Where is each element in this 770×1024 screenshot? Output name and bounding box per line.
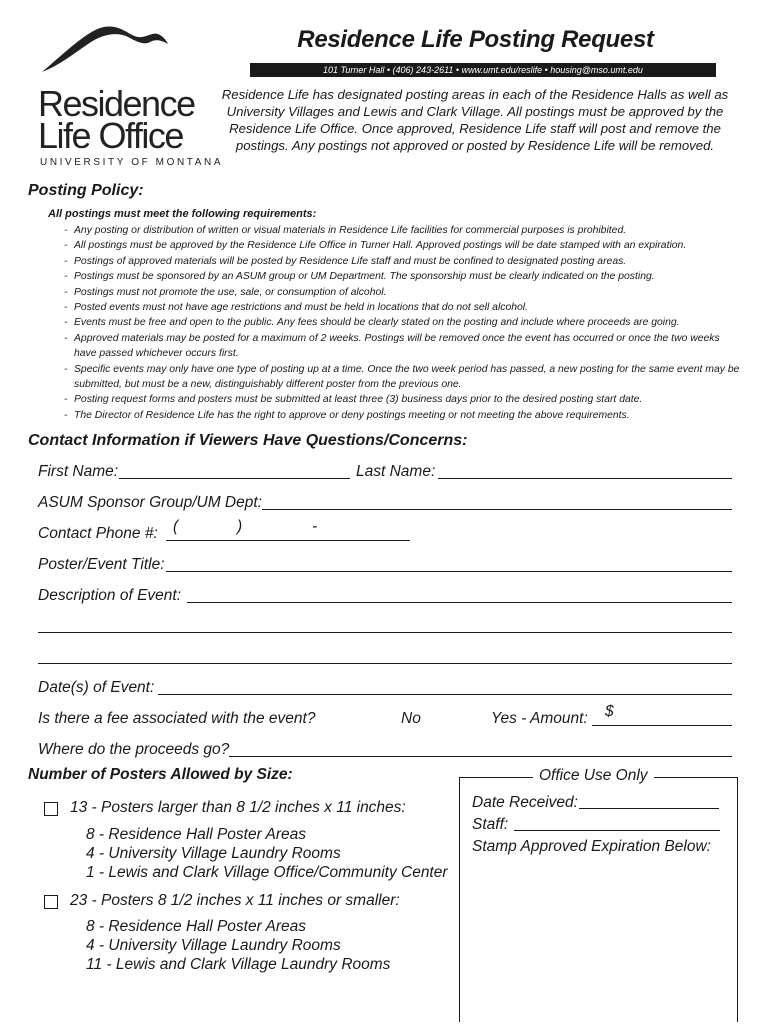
poster-title-field[interactable] <box>166 571 732 572</box>
policy-item: - The Director of Residence Life has the right to approve or deny postings meeting or not meeting the above requirements. <box>64 408 744 423</box>
fee-yes-option[interactable]: Yes - Amount: <box>491 710 588 727</box>
logo-wordmark-line1: Residence <box>38 83 195 124</box>
policy-item: - Posting request forms and posters must be submitted at least three (3) business days prior to the desired posting start date. <box>64 392 744 407</box>
proceeds-label: Where do the proceeds go? <box>38 741 230 758</box>
last-name-label: Last Name: <box>356 463 436 480</box>
policy-item: - Posted events must not have age restrictions and must be held in locations that do not sell alcohol. <box>64 300 744 315</box>
date-received-field[interactable] <box>579 808 719 809</box>
description-field-line3[interactable] <box>38 663 732 664</box>
poster-area-line: 4 - University Village Laundry Rooms <box>86 845 341 862</box>
description-field[interactable] <box>187 602 732 603</box>
policy-list <box>64 223 744 423</box>
first-name-label: First Name: <box>38 463 119 480</box>
poster-area-line: 11 - Lewis and Clark Village Laundry Rooms <box>86 956 391 973</box>
poster-area-line: 1 - Lewis and Clark Village Office/Community Center <box>86 864 448 881</box>
date-received-label: Date Received: <box>472 794 578 811</box>
checkbox-icon[interactable] <box>44 895 58 909</box>
last-name-field[interactable] <box>438 478 732 479</box>
policy-item: - Postings must not promote the use, sale, or consumption of alcohol. <box>64 285 744 300</box>
poster-area-line: 8 - Residence Hall Poster Areas <box>86 918 306 935</box>
description-field-line2[interactable] <box>38 632 732 633</box>
policy-item: - Specific events may only have one type of posting up at a time. Once the two week period has passed, a new posting for the same event may be submitted, but must be a new, distinguishably different poster from the previous one. <box>64 362 744 393</box>
mountain-logo-icon <box>40 22 170 74</box>
office-use-box <box>459 777 738 1022</box>
phone-paren-close: ) <box>237 518 243 535</box>
policy-item: - Events must be free and open to the public. Any fees should be clearly stated on the posting and include where proceeds are going. <box>64 315 744 330</box>
policy-heading: Posting Policy: <box>28 182 144 199</box>
phone-dash: - <box>312 518 318 535</box>
logo-wordmark-line2: Life Office <box>38 115 183 156</box>
poster-title-label: Poster/Event Title: <box>38 556 165 573</box>
policy-lead: All postings must meet the following requirements: <box>48 208 317 220</box>
staff-label: Staff: <box>472 816 509 833</box>
policy-item: - Postings must be sponsored by an ASUM group or UM Department. The sponsorship must be clearly indicated on the posting. <box>64 269 744 284</box>
sponsor-field[interactable] <box>262 509 732 510</box>
sponsor-label: ASUM Sponsor Group/UM Dept: <box>38 494 262 511</box>
policy-item: - Postings of approved materials will be posted by Residence Life staff and must be confined to designated posting areas. <box>64 254 744 269</box>
logo-university: UNIVERSITY OF MONTANA <box>40 157 224 168</box>
stamp-label: Stamp Approved Expiration Below: <box>472 838 711 855</box>
currency-symbol: $ <box>605 703 614 720</box>
proceeds-field[interactable] <box>229 756 732 757</box>
poster-area-line: 4 - University Village Laundry Rooms <box>86 937 341 954</box>
intro-paragraph: Residence Life has designated posting areas in each of the Residence Halls as well as University Villages and Lewis and Clark Village. All postings must be approved by the Residence Life Office. Once approved, Residence Life staff will post and remove the postings. Any postings not approved or posted by Residence Life will be removed. <box>221 87 729 153</box>
policy-item: - Any posting or distribution of written or visual materials in Residence Life facilities for commercial purposes is prohibited. <box>64 223 744 238</box>
fee-question: Is there a fee associated with the event? <box>38 710 316 727</box>
fee-no-option[interactable]: No <box>401 710 421 727</box>
checkbox-icon[interactable] <box>44 802 58 816</box>
dates-field[interactable] <box>158 694 732 695</box>
phone-label: Contact Phone #: <box>38 525 158 542</box>
staff-field[interactable] <box>514 830 720 831</box>
contact-heading: Contact Information if Viewers Have Questions/Concerns: <box>28 432 468 449</box>
policy-item: - Approved materials may be posted for a maximum of 2 weeks. Postings will be removed once the event has occurred or once the two weeks have passed whichever occurs first. <box>64 331 744 362</box>
dates-label: Date(s) of Event: <box>38 679 155 696</box>
first-name-field[interactable] <box>119 478 350 479</box>
policy-item: - All postings must be approved by the Residence Life Office in Turner Hall. Approved postings will be date stamped with an expiration. <box>64 238 744 253</box>
poster-option-large: 13 - Posters larger than 8 1/2 inches x 11 inches: <box>70 799 406 816</box>
poster-area-line: 8 - Residence Hall Poster Areas <box>86 826 306 843</box>
fee-amount-field[interactable] <box>592 725 732 726</box>
posters-heading: Number of Posters Allowed by Size: <box>28 766 293 783</box>
office-use-title: Office Use Only <box>533 767 654 785</box>
page-title: Residence Life Posting Request <box>297 26 654 53</box>
phone-field[interactable] <box>166 540 410 541</box>
description-label: Description of Event: <box>38 587 182 604</box>
contact-bar: 101 Turner Hall • (406) 243-2611 • www.umt.edu/reslife • housing@mso.umt.edu <box>250 63 716 77</box>
poster-option-small: 23 - Posters 8 1/2 inches x 11 inches or smaller: <box>70 892 400 909</box>
phone-paren-open: ( <box>173 518 179 535</box>
